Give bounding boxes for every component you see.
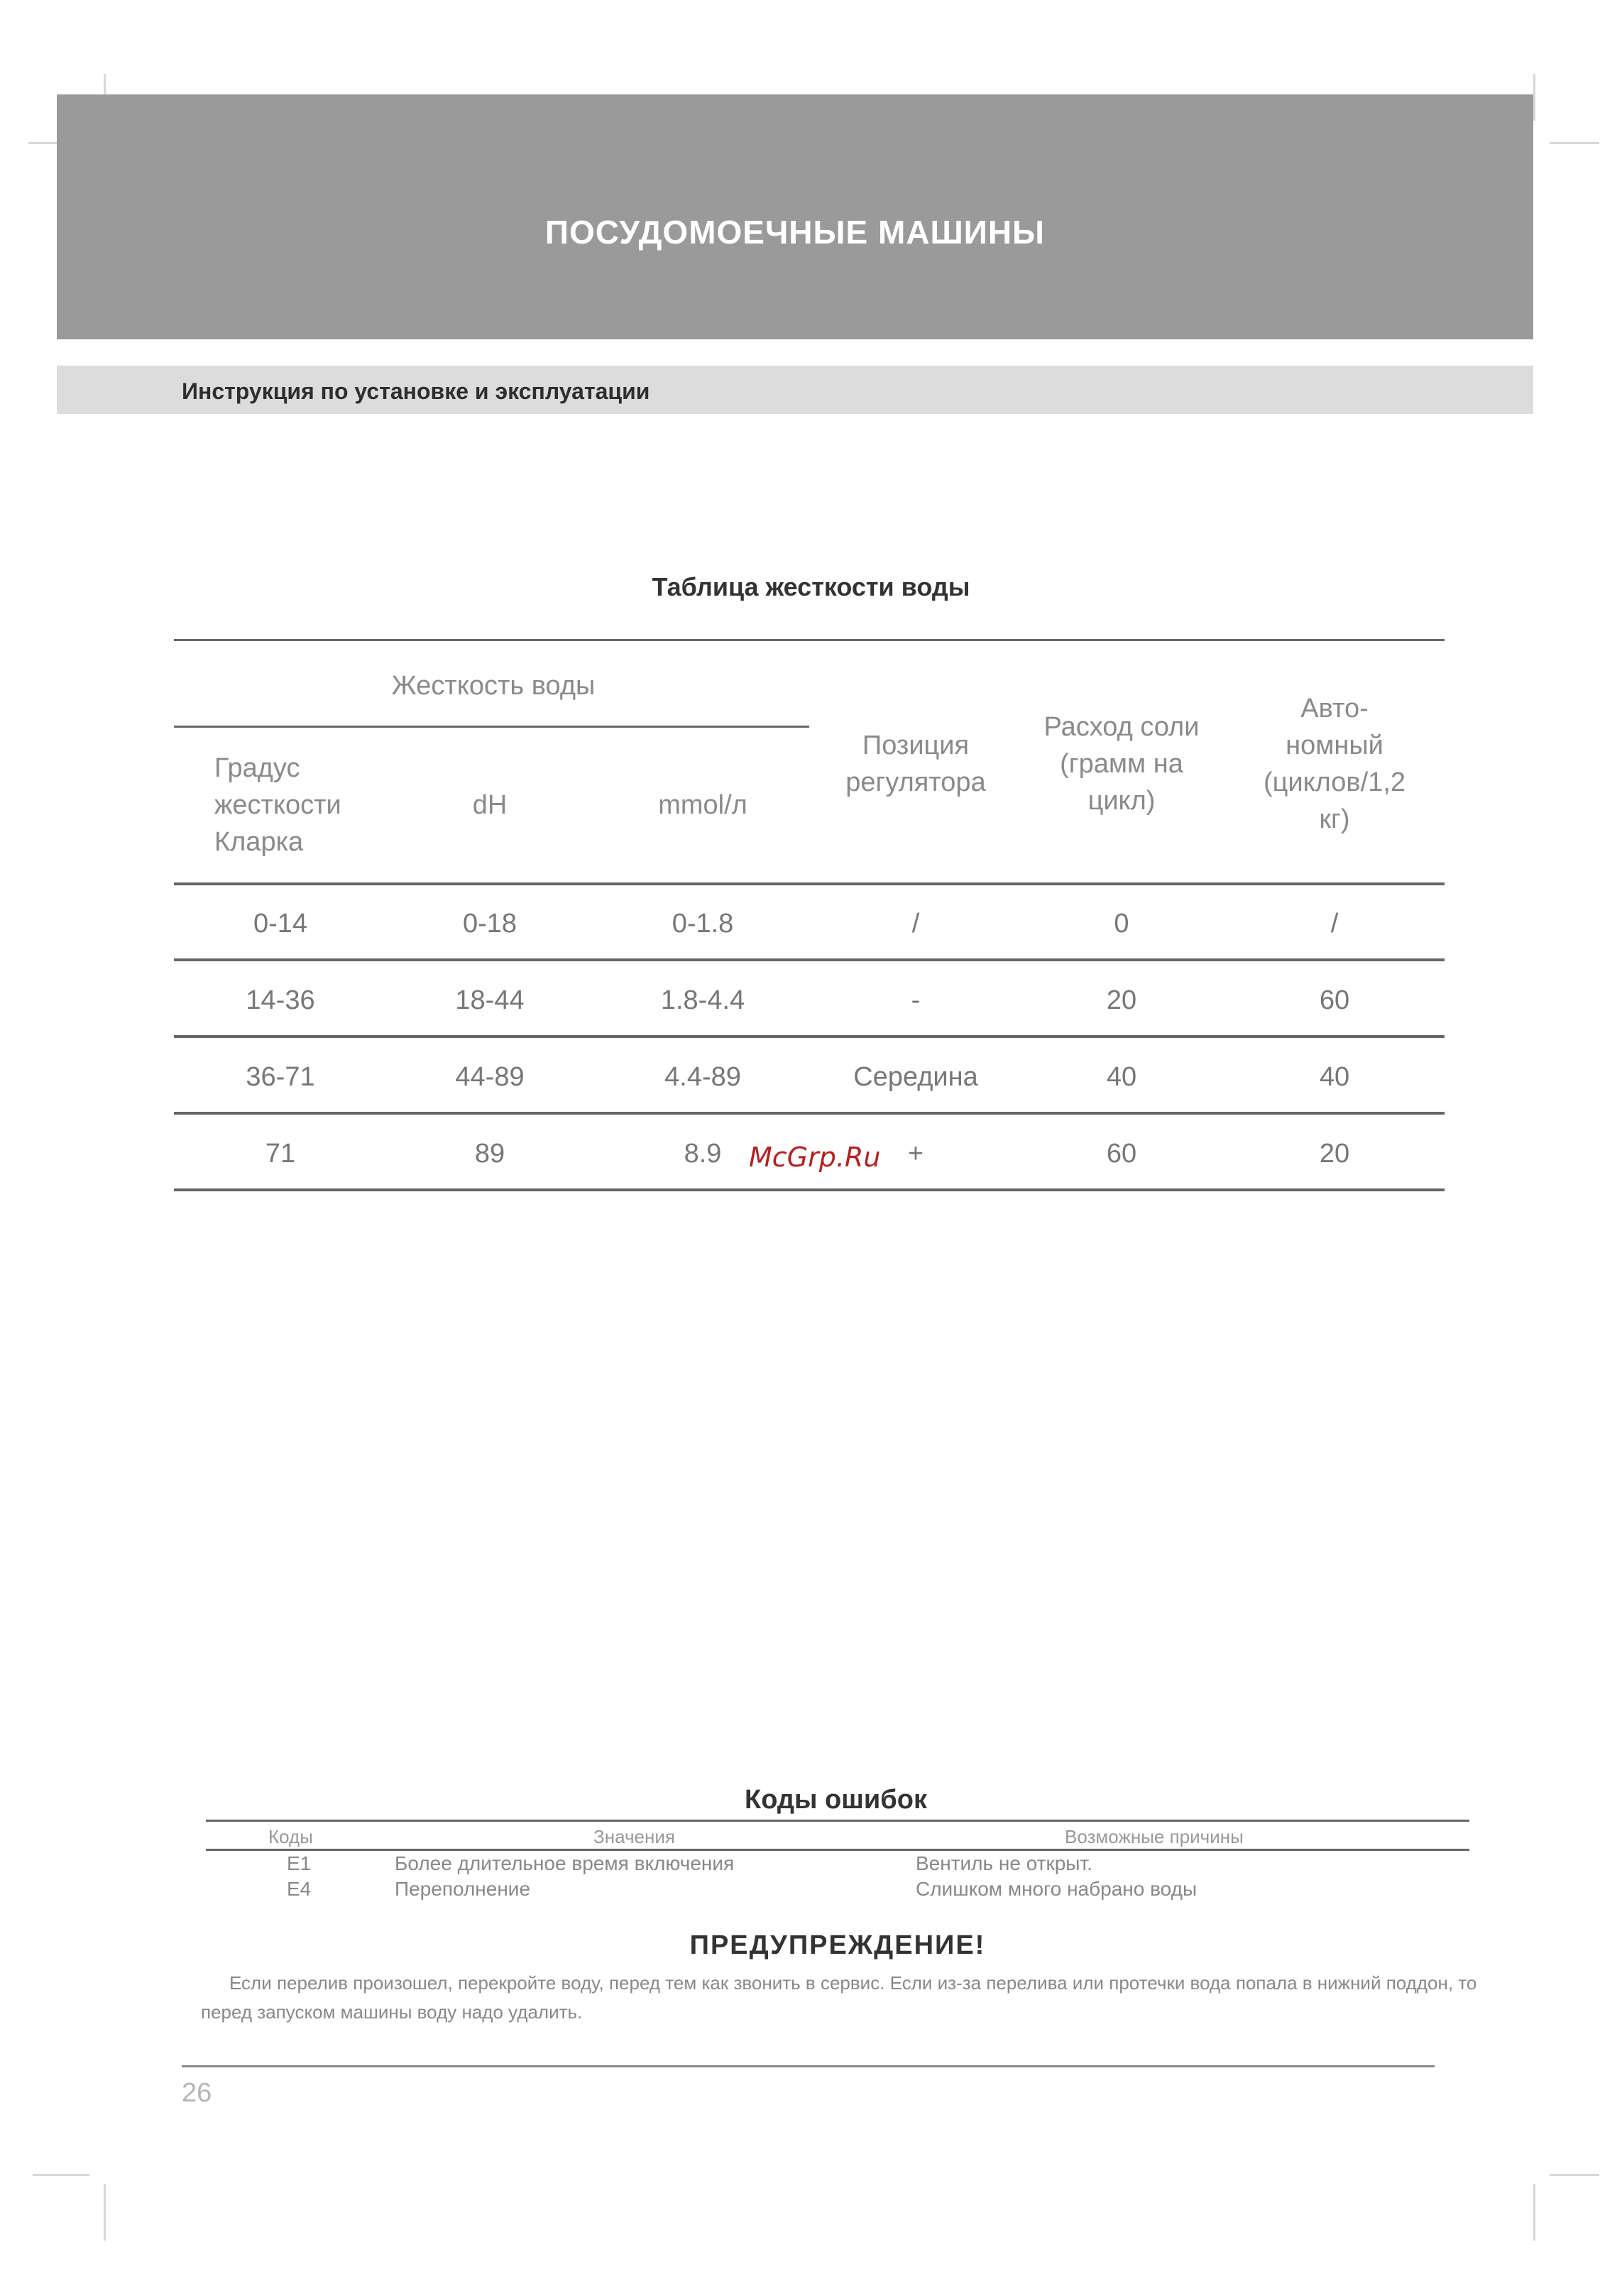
watermark-text: McGrp.Ru (749, 1142, 881, 1173)
warning-text: Если перелив произошел, перекройте воду, перед тем как звонить в сервис. Если из-за перелива или протечки вода попала в нижний поддон, то перед запуском машины воду надо удалить. (201, 1972, 1477, 2023)
col-header-regulator-line: регулятора (845, 767, 986, 797)
table-cell: 14-36 (246, 985, 315, 1015)
col-header-salt (1015, 709, 1228, 819)
col-header-salt-line: Расход соли (1043, 712, 1200, 742)
table-cell: + (907, 1139, 924, 1169)
crop-mark (1533, 2184, 1535, 2241)
col-header-dh: dH (472, 790, 508, 820)
page-title: ПОСУДОМОЕЧНЫЕ МАШИНЫ (544, 214, 1046, 251)
col-header-regulator-line: Позиция (862, 731, 970, 760)
table-cell: - (911, 985, 921, 1015)
table-cell: / (911, 909, 920, 939)
table-header-rule (174, 882, 1445, 885)
error-code: E4 (287, 1878, 312, 1900)
col-header-salt-line: (грамм на (1060, 749, 1183, 779)
table-cell: 20 (1319, 1139, 1350, 1169)
error-meaning: Переполнение (395, 1878, 531, 1900)
table-bottom-rule (174, 1188, 1445, 1191)
table-cell: 36-71 (246, 1062, 315, 1092)
table-cell: 60 (1106, 1139, 1137, 1169)
crop-mark (104, 2184, 106, 2241)
error-table-top-rule (206, 1820, 1469, 1822)
hardness-table-title: Таблица жесткости воды (652, 572, 970, 601)
page-number: 26 (182, 2078, 212, 2108)
crop-mark (1533, 74, 1535, 121)
table-cell: 40 (1106, 1062, 1137, 1092)
col-header-autonomy-line: кг) (1319, 804, 1350, 834)
error-col-header-meaning: Значения (593, 1826, 675, 1847)
table-cell: 4.4-89 (664, 1062, 741, 1092)
table-cell: 0-1.8 (672, 909, 734, 939)
error-code: E1 (287, 1852, 312, 1874)
col-header-clark-line: жесткости (214, 790, 341, 820)
error-col-header-code: Коды (268, 1826, 313, 1847)
row-rule (174, 1112, 1445, 1115)
crop-mark (33, 2174, 89, 2176)
footer-rule (182, 2065, 1435, 2067)
table-cell: Середина (853, 1062, 978, 1092)
table-top-rule (174, 639, 1445, 641)
col-header-salt-line: цикл) (1087, 786, 1156, 816)
table-cell: 18-44 (455, 985, 525, 1015)
table-cell: 71 (265, 1139, 296, 1169)
col-header-autonomy-line: Авто- (1300, 694, 1369, 723)
table-cell: 1.8-4.4 (660, 985, 745, 1015)
table-cell: 60 (1319, 985, 1350, 1015)
row-rule (174, 958, 1445, 961)
error-cause: Слишком много набрано воды (916, 1878, 1198, 1900)
table-cell: 0-18 (462, 909, 517, 939)
col-header-regulator (809, 727, 1022, 801)
row-rule (174, 1035, 1445, 1038)
error-table-header-rule (206, 1849, 1469, 1851)
error-codes-title: Коды ошибок (745, 1785, 927, 1815)
warning-title: ПРЕДУПРЕЖДЕНИЕ! (689, 1930, 986, 1960)
col-header-clark-line: Градус (214, 753, 300, 783)
table-cell: 20 (1106, 985, 1137, 1015)
group-header-rule (174, 726, 809, 728)
col-header-clark-line: Кларка (214, 827, 304, 857)
crop-mark (1550, 2174, 1599, 2176)
group-header-hardness: Жесткость воды (391, 671, 596, 701)
col-header-autonomy (1228, 690, 1441, 838)
table-cell: 89 (474, 1139, 505, 1169)
table-cell: 0-14 (253, 909, 308, 939)
col-header-autonomy-line: (циклов/1,2 (1263, 767, 1405, 797)
table-cell: 44-89 (455, 1062, 525, 1092)
page-subtitle: Инструкция по установке и эксплуатации (182, 378, 650, 404)
crop-mark (1550, 142, 1599, 144)
error-col-header-causes: Возможные причины (1065, 1826, 1244, 1847)
table-cell: / (1330, 909, 1339, 939)
col-header-mmol: mmol/л (658, 790, 747, 820)
table-cell: 40 (1319, 1062, 1350, 1092)
error-cause: Вентиль не открыт. (916, 1852, 1092, 1874)
table-cell: 0 (1114, 909, 1129, 939)
table-cell: 8.9 (684, 1139, 722, 1169)
col-header-autonomy-line: номный (1286, 731, 1383, 760)
error-meaning: Более длительное время включения (395, 1852, 735, 1874)
col-header-clark (214, 750, 341, 860)
